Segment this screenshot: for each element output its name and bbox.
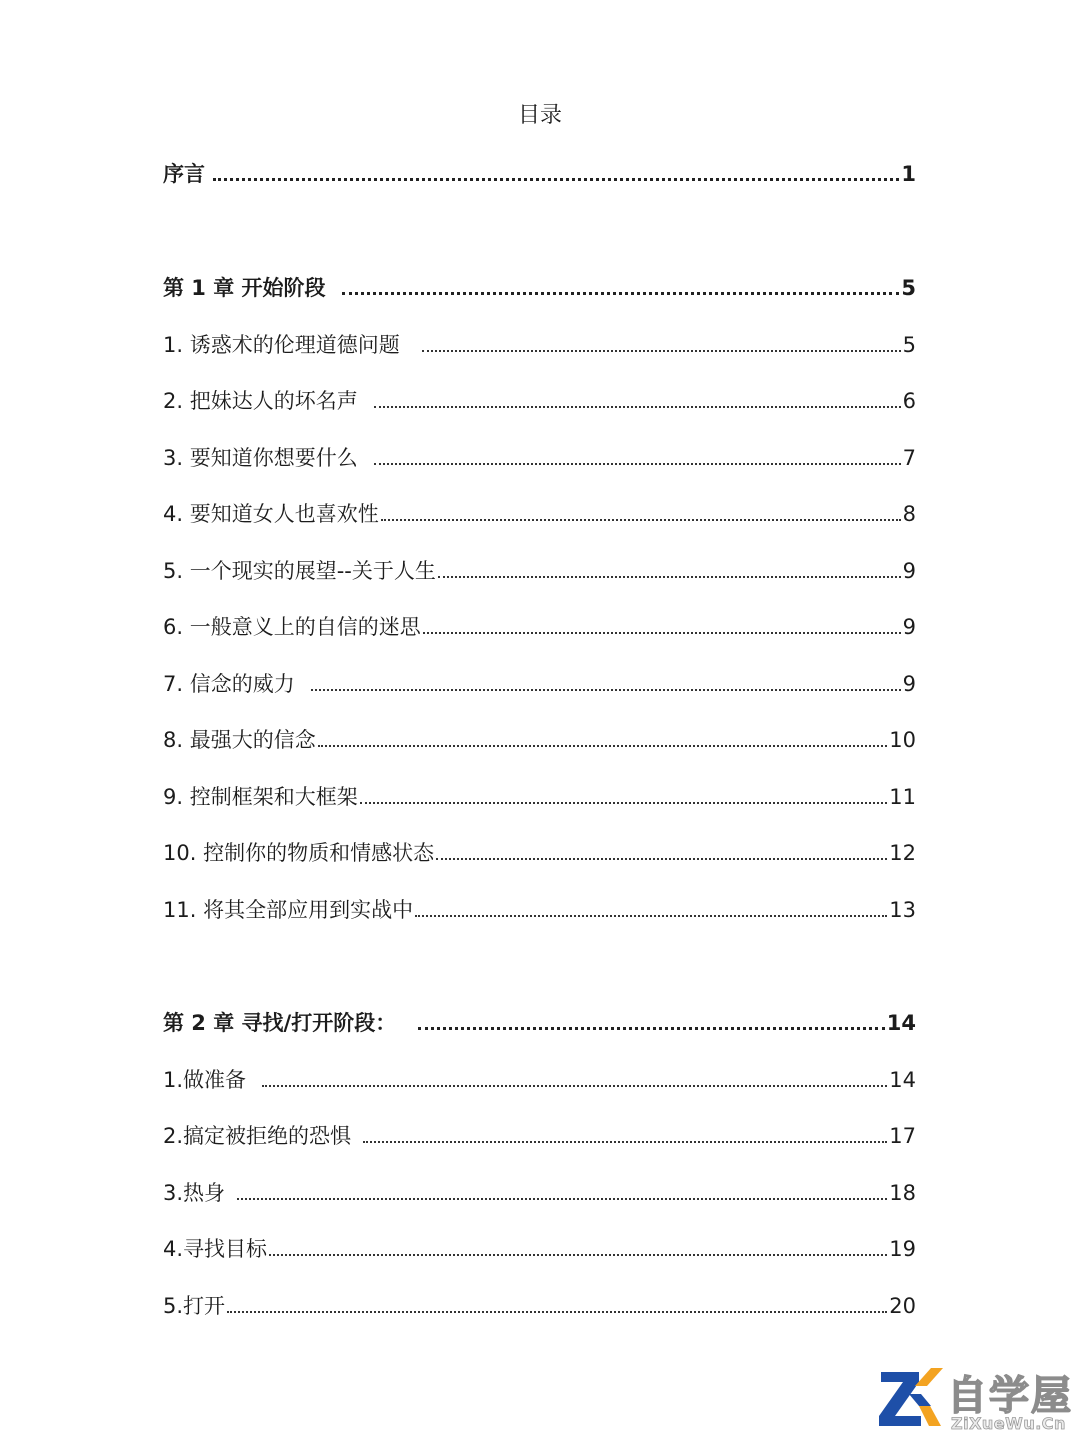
toc-entry-label: 9. 控制框架和大框架	[163, 785, 358, 809]
dot-leader	[311, 689, 901, 691]
dot-leader	[318, 745, 888, 747]
toc-entry-label: 3. 要知道你想要什么	[163, 446, 358, 470]
dot-leader	[363, 1141, 887, 1143]
toc-entry-page: 12	[889, 841, 916, 865]
dot-leader	[438, 576, 901, 578]
dot-leader	[374, 463, 901, 465]
toc-entry-page: 10	[889, 728, 916, 752]
page-title: 目录	[517, 103, 562, 128]
watermark-url: ZiXueWu.Cn	[951, 1414, 1066, 1433]
toc-entry-preface[interactable]	[163, 156, 916, 188]
watermark-brand: 自学屋	[947, 1373, 1073, 1419]
toc-entry-page: 9	[902, 615, 916, 639]
toc-entry[interactable]	[163, 1231, 916, 1263]
dot-leader	[436, 858, 887, 860]
zx-logo-icon	[875, 1366, 945, 1432]
toc-entry[interactable]	[163, 553, 916, 585]
toc-entry[interactable]	[163, 779, 916, 811]
toc-entry-page: 13	[889, 898, 916, 922]
dot-leader	[360, 802, 888, 804]
toc-entry-page: 5	[901, 276, 916, 300]
toc-entry[interactable]	[163, 1118, 916, 1150]
toc-entry-label: 2. 把妹达人的坏名声	[163, 389, 358, 413]
toc-entry-page: 6	[902, 389, 916, 413]
toc-entry-label: 8. 最强大的信念	[163, 728, 316, 752]
toc-entry-page: 1	[901, 162, 916, 186]
toc-entry-label: 3.热身	[163, 1181, 226, 1205]
toc-entry[interactable]	[163, 1175, 916, 1207]
toc-entry[interactable]	[163, 327, 916, 359]
dot-leader	[423, 632, 901, 634]
toc-entry-label: 第 1 章 开始阶段	[163, 276, 326, 300]
dot-leader	[415, 915, 887, 917]
dot-leader	[422, 350, 901, 352]
dot-leader	[213, 178, 899, 181]
toc-entry-label: 1.做准备	[163, 1068, 247, 1092]
toc-entry-page: 18	[889, 1181, 916, 1205]
toc-entry-label: 5.打开	[163, 1294, 226, 1318]
dot-leader	[381, 519, 901, 521]
toc-entry-chapter-2[interactable]	[163, 1005, 916, 1037]
toc-entry-label: 4. 要知道女人也喜欢性	[163, 502, 379, 526]
toc-entry[interactable]	[163, 1062, 916, 1094]
dot-leader	[374, 406, 901, 408]
toc-entry[interactable]	[163, 835, 916, 867]
toc-entry[interactable]	[163, 1288, 916, 1320]
toc-entry-page: 14	[889, 1068, 916, 1092]
toc-entry-page: 8	[902, 502, 916, 526]
toc-entry[interactable]	[163, 496, 916, 528]
toc-entry-page: 9	[902, 672, 916, 696]
toc-entry-label: 10. 控制你的物质和情感状态	[163, 841, 435, 865]
dot-leader	[227, 1311, 887, 1313]
toc-entry-page: 20	[889, 1294, 916, 1318]
toc-entry[interactable]	[163, 440, 916, 472]
toc-entry-label: 6. 一般意义上的自信的迷思	[163, 615, 421, 639]
toc-entry[interactable]	[163, 722, 916, 754]
toc-entry-label: 序言	[163, 162, 205, 186]
toc-entry[interactable]	[163, 892, 916, 924]
toc-entry-page: 11	[889, 785, 916, 809]
toc-entry-label: 第 2 章 寻找/打开阶段：	[163, 1011, 397, 1035]
toc-entry-label: 1. 诱惑术的伦理道德问题	[163, 333, 400, 357]
dot-leader	[269, 1254, 887, 1256]
dot-leader	[262, 1085, 887, 1087]
toc-entry-page: 17	[889, 1124, 916, 1148]
dot-leader	[418, 1027, 885, 1030]
toc-entry[interactable]	[163, 609, 916, 641]
toc-entry-page: 7	[902, 446, 916, 470]
dot-leader	[342, 292, 900, 295]
toc-entry-label: 11. 将其全部应用到实战中	[163, 898, 414, 922]
toc-entry[interactable]	[163, 383, 916, 415]
toc-entry-page: 14	[886, 1011, 916, 1035]
toc-entry-chapter-1[interactable]	[163, 270, 916, 302]
toc-entry-page: 5	[902, 333, 916, 357]
toc-entry-page: 19	[889, 1237, 916, 1261]
toc-entry-label: 5. 一个现实的展望--关于人生	[163, 559, 436, 583]
toc-entry[interactable]	[163, 666, 916, 698]
watermark-logo	[875, 1362, 1075, 1434]
toc-entry-label: 4.寻找目标	[163, 1237, 268, 1261]
dot-leader	[237, 1198, 887, 1200]
toc-entry-page: 9	[902, 559, 916, 583]
toc-entry-label: 2.搞定被拒绝的恐惧	[163, 1124, 352, 1148]
toc-entry-label: 7. 信念的威力	[163, 672, 295, 696]
